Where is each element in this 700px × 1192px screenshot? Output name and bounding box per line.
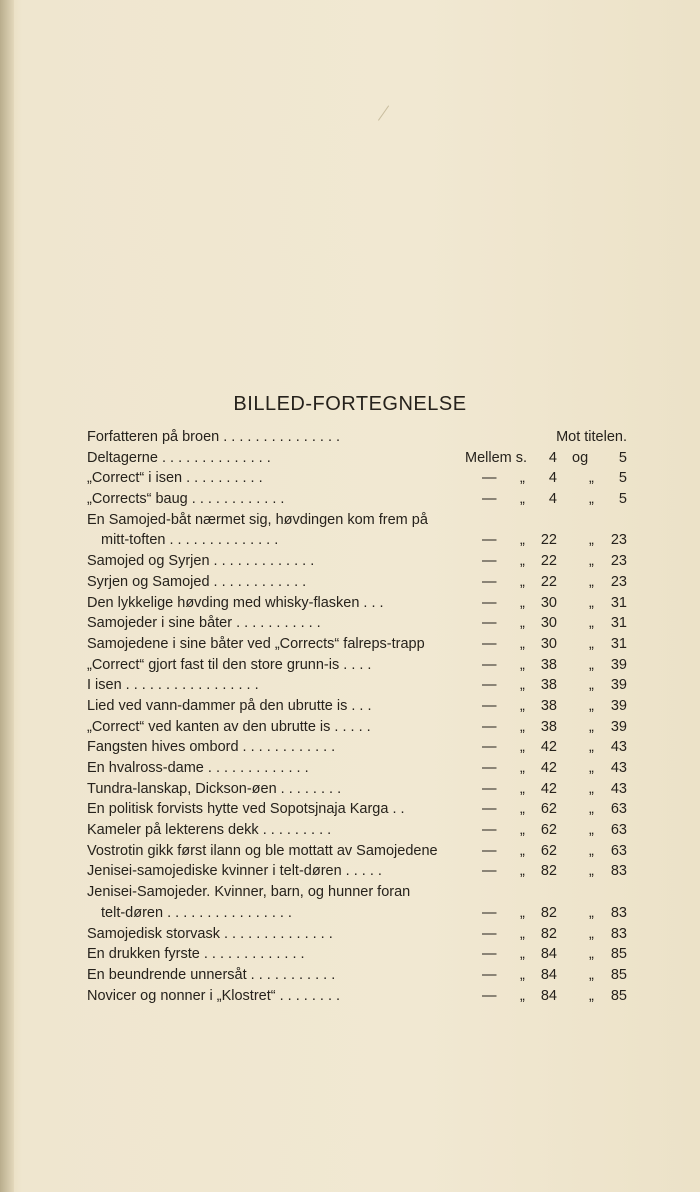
page-number-1: 62: [540, 842, 557, 859]
page-number-2: 31: [610, 615, 627, 632]
page-number-2: 39: [610, 677, 627, 694]
ditto-mark: „: [520, 780, 525, 797]
page-number-1: 30: [540, 615, 557, 632]
dash: —: [482, 594, 497, 611]
entry-label: Samojeder i sine båter . . . . . . . . . . .: [87, 615, 321, 632]
dash: —: [482, 718, 497, 735]
page-number-2: 31: [610, 594, 627, 611]
list-row-wrapped-cont: [87, 903, 627, 924]
list-row: [87, 965, 627, 986]
entry-label: I isen . . . . . . . . . . . . . . . . .: [87, 677, 259, 694]
entry-label: Samojedisk storvask . . . . . . . . . . . . . .: [87, 925, 333, 942]
ditto-mark: „: [520, 863, 525, 880]
page-number-1: 42: [540, 780, 557, 797]
ditto-mark: „: [520, 966, 525, 983]
dash: —: [482, 615, 497, 632]
entry-label: Deltagerne . . . . . . . . . . . . . .: [87, 449, 271, 466]
ditto-mark: „: [589, 718, 594, 735]
ditto-mark: „: [520, 987, 525, 1004]
ditto-mark: „: [520, 470, 525, 487]
list-row: [87, 675, 627, 696]
ditto-mark: „: [520, 677, 525, 694]
page-title: BILLED-FORTEGNELSE: [233, 393, 467, 415]
dash: —: [482, 987, 497, 1004]
list-row: [87, 634, 627, 655]
ditto-mark: „: [520, 946, 525, 963]
entry-label: Samojedene i sine båter ved „Corrects“ falreps-trapp: [87, 635, 425, 652]
ditto-mark: „: [589, 842, 594, 859]
page-separator: og: [572, 449, 589, 466]
dash: —: [482, 863, 497, 880]
dash: —: [482, 925, 497, 942]
page-reference: Mot titelen.: [556, 429, 627, 445]
dash: —: [482, 573, 497, 590]
page-number-1: 22: [540, 553, 557, 570]
list-row-wrapped-cont: [87, 530, 627, 551]
page-number-1: 84: [540, 987, 557, 1004]
ditto-mark: „: [589, 615, 594, 632]
ditto-mark: „: [589, 697, 594, 714]
entry-group: [87, 924, 627, 1007]
entry-label: Vostrotin gikk først ilann og ble mottatt av Samojedene: [87, 842, 438, 859]
page-number-1: 30: [540, 594, 557, 611]
page-number-2: 83: [610, 925, 627, 942]
page-number-2: 39: [610, 718, 627, 735]
page-number-1: 22: [540, 532, 557, 549]
book-spine-shadow: [0, 0, 14, 1192]
page-number-2: 39: [610, 697, 627, 714]
ditto-mark: „: [589, 987, 594, 1004]
ditto-mark: „: [520, 760, 525, 776]
list-row: [87, 758, 627, 779]
page-number-2: 43: [610, 739, 627, 756]
entry-label: Forfatteren på broen . . . . . . . . . . . . . . .: [87, 429, 341, 445]
ditto-mark: „: [520, 615, 525, 632]
ditto-mark: „: [520, 573, 525, 590]
page-prefix: Mellem s.: [465, 449, 528, 466]
ditto-mark: „: [589, 822, 594, 839]
list-row: [87, 655, 627, 676]
page-number-2: 85: [610, 966, 627, 983]
page-number-2: 63: [610, 842, 627, 859]
list-row: [87, 489, 627, 510]
entry-label: En beundrende unnersåt . . . . . . . . . . .: [87, 966, 336, 983]
list-row: [87, 820, 627, 841]
list-row: [87, 613, 627, 634]
entry-label: En hvalross-dame . . . . . . . . . . . . .: [87, 760, 309, 776]
page-number-1: 42: [540, 760, 557, 776]
dash: —: [482, 532, 497, 549]
page-number-1: 62: [540, 801, 557, 818]
entry-label: En Samojed-båt nærmet sig, høvdingen kom frem på: [87, 511, 428, 528]
list-row: [87, 924, 627, 945]
entry-label: „Correct“ gjort fast til den store grunn-is . . . .: [87, 656, 372, 673]
dash: —: [482, 822, 497, 839]
page-number-1: 38: [540, 677, 557, 694]
entry-label: Lied ved vann-dammer på den ubrutte is . . .: [87, 697, 372, 714]
figure-list: [87, 427, 627, 1006]
entry-group: [87, 468, 627, 509]
page-number-1: 82: [540, 863, 557, 880]
entry-group: [87, 551, 627, 882]
ditto-mark: „: [589, 635, 594, 652]
page-number-1: 38: [540, 697, 557, 714]
ditto-mark: „: [589, 677, 594, 694]
page-number-2: 63: [610, 822, 627, 839]
ditto-mark: „: [520, 553, 525, 570]
entry-label: Kameler på lekterens dekk . . . . . . . . .: [87, 822, 332, 839]
list-row: [87, 861, 627, 882]
page-number-1: 82: [540, 925, 557, 942]
list-row-wrapped: [87, 510, 627, 531]
list-row: [87, 572, 627, 593]
entry-label: mitt-toften . . . . . . . . . . . . . .: [101, 532, 279, 549]
dash: —: [482, 470, 497, 487]
page-number-1: 22: [540, 573, 557, 590]
list-row: [87, 944, 627, 965]
entry-label: Den lykkelige høvding med whisky-flasken . . .: [87, 594, 384, 611]
ditto-mark: „: [520, 739, 525, 756]
list-row-mellem: [87, 448, 627, 469]
ditto-mark: „: [589, 863, 594, 880]
list-row: [87, 551, 627, 572]
list-row: [87, 593, 627, 614]
entry-label: Jenisei-samojediske kvinner i telt-døren . . . . .: [87, 863, 382, 880]
page-number-2: 39: [610, 656, 627, 673]
list-row: [87, 986, 627, 1007]
page-number-2: 43: [610, 780, 627, 797]
dash: —: [482, 842, 497, 859]
page-number-2: 85: [610, 987, 627, 1004]
dash: —: [482, 491, 497, 508]
page-number-2: 83: [610, 863, 627, 880]
ditto-mark: „: [589, 491, 594, 508]
dash: —: [482, 656, 497, 673]
ditto-mark: „: [589, 594, 594, 611]
list-row: [87, 468, 627, 489]
ditto-mark: „: [589, 780, 594, 797]
page-number-1: 4: [548, 470, 557, 487]
ditto-mark: „: [520, 822, 525, 839]
page-number-1: 30: [540, 635, 557, 652]
page-number-2: 63: [610, 801, 627, 818]
dash: —: [482, 635, 497, 652]
ditto-mark: „: [589, 739, 594, 756]
page-number-1: 82: [540, 904, 557, 921]
page-number-1: 84: [540, 966, 557, 983]
page-number-2: 5: [618, 470, 627, 487]
ditto-mark: „: [520, 594, 525, 611]
list-row: [87, 696, 627, 717]
ditto-mark: „: [589, 801, 594, 818]
ditto-mark: „: [520, 697, 525, 714]
entry-label: Samojed og Syrjen . . . . . . . . . . . . .: [87, 553, 315, 570]
dash: —: [482, 904, 497, 921]
list-row: [87, 841, 627, 862]
ditto-mark: „: [589, 904, 594, 921]
ditto-mark: „: [589, 573, 594, 590]
list-row: [87, 717, 627, 738]
entry-label: Syrjen og Samojed . . . . . . . . . . . .: [87, 573, 307, 590]
ditto-mark: „: [520, 491, 525, 508]
ditto-mark: „: [520, 801, 525, 818]
page-number-1: 38: [540, 718, 557, 735]
page-number-2: 5: [618, 449, 627, 466]
ditto-mark: „: [520, 656, 525, 673]
ditto-mark: „: [589, 656, 594, 673]
entry-label: „Corrects“ baug . . . . . . . . . . . .: [87, 491, 285, 508]
entry-label: Fangsten hives ombord . . . . . . . . . . . .: [87, 739, 336, 756]
page-number-1: 42: [540, 739, 557, 756]
page-number-2: 31: [610, 635, 627, 652]
dash: —: [482, 677, 497, 694]
page-number-2: 23: [610, 553, 627, 570]
ditto-mark: „: [589, 760, 594, 776]
entry-label: „Correct“ i isen . . . . . . . . . .: [87, 470, 263, 487]
ditto-mark: „: [520, 904, 525, 921]
ditto-mark: „: [589, 925, 594, 942]
dash: —: [482, 553, 497, 570]
entry-label: Novicer og nonner i „Klostret“ . . . . . . . .: [87, 987, 341, 1004]
dash: —: [482, 697, 497, 714]
dash: —: [482, 966, 497, 983]
ditto-mark: „: [589, 946, 594, 963]
page-number-2: 5: [618, 491, 627, 508]
ditto-mark: „: [520, 635, 525, 652]
dash: —: [482, 946, 497, 963]
dash: —: [482, 739, 497, 756]
ditto-mark: „: [520, 842, 525, 859]
ditto-mark: „: [520, 532, 525, 549]
ditto-mark: „: [520, 925, 525, 942]
page-number-1: 62: [540, 822, 557, 839]
dash: —: [482, 780, 497, 797]
page-number-1: 4: [548, 491, 557, 508]
ditto-mark: „: [589, 470, 594, 487]
ditto-mark: „: [589, 553, 594, 570]
page-number-1: 38: [540, 656, 557, 673]
page-number-2: 85: [610, 946, 627, 963]
ditto-mark: „: [589, 532, 594, 549]
list-row: [87, 737, 627, 758]
page-number-1: 4: [548, 449, 557, 466]
page-number-2: 23: [610, 573, 627, 590]
entry-label: En politisk forvists hytte ved Sopotsjnaja Karga . .: [87, 801, 405, 818]
entry-label: Jenisei-Samojeder. Kvinner, barn, og hunner foran: [87, 884, 411, 901]
entry-label: Tundra-lanskap, Dickson-øen . . . . . . . .: [87, 780, 342, 797]
page-number-2: 23: [610, 532, 627, 549]
list-row: [87, 779, 627, 800]
entry-label: telt-døren . . . . . . . . . . . . . . . .: [101, 904, 292, 921]
pencil-mark: [365, 96, 389, 120]
entry-label: „Correct“ ved kanten av den ubrutte is . . . . .: [87, 718, 371, 735]
page-number-1: 84: [540, 946, 557, 963]
page-number-2: 43: [610, 760, 627, 776]
ditto-mark: „: [520, 718, 525, 735]
ditto-mark: „: [589, 966, 594, 983]
list-row-wrapped: [87, 882, 627, 903]
list-row: [87, 799, 627, 820]
entry-label: En drukken fyrste . . . . . . . . . . . . .: [87, 946, 305, 963]
list-row-header: [87, 427, 627, 448]
dash: —: [482, 801, 497, 818]
page-number-2: 83: [610, 904, 627, 921]
dash: —: [482, 760, 497, 776]
